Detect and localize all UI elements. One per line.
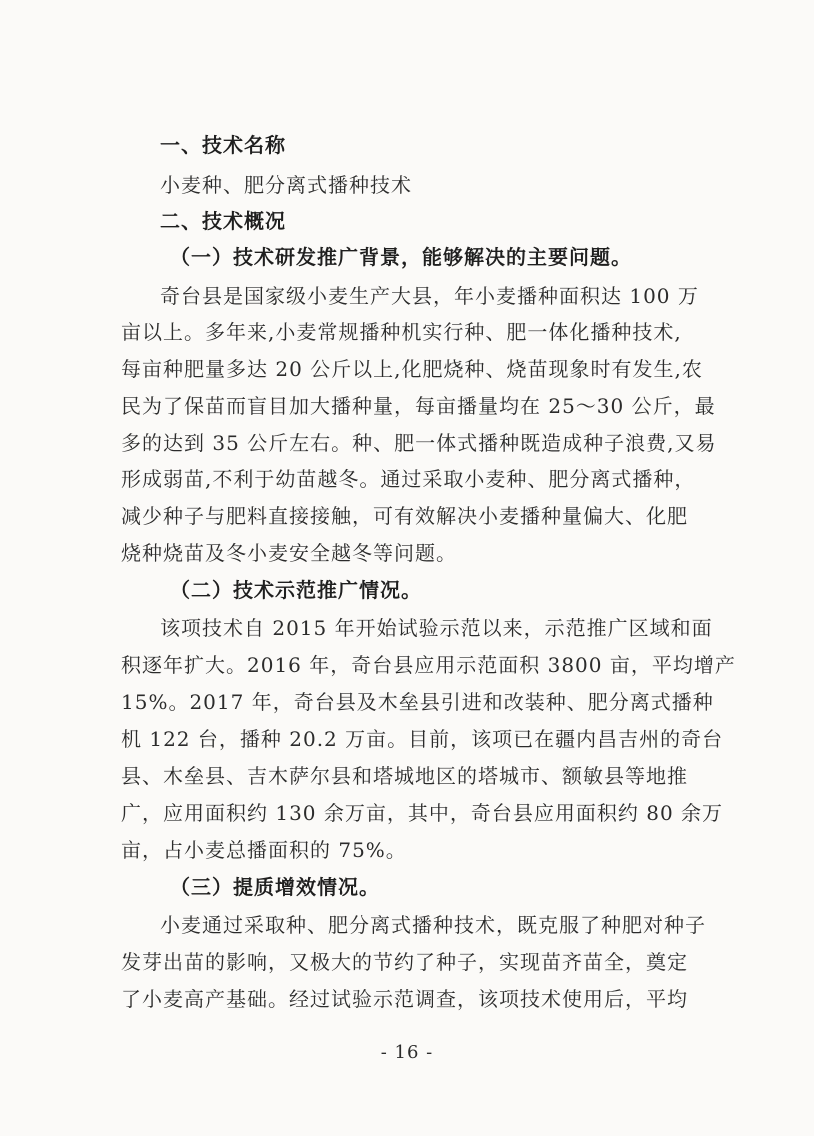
paragraph-2-line-6: 广，应用面积约 130 余万亩，其中，奇台县应用面积约 80 余万	[121, 801, 724, 825]
paragraph-1-line-6: 形成弱苗,不利于幼苗越冬。通过采取小麦种、肥分离式播种，	[121, 467, 696, 491]
page-number: - 16 -	[380, 1042, 434, 1063]
paragraph-1-line-2: 亩以上。多年来,小麦常规播种机实行种、肥一体化播种技术,	[121, 320, 682, 344]
paragraph-1-line-8: 烧种烧苗及冬小麦安全越冬等问题。	[121, 541, 457, 565]
paragraph-2-line-1: 该项技术自 2015 年开始试验示范以来，示范推广区域和面	[160, 616, 713, 640]
paragraph-1-line-3: 每亩种肥量多达 20 公斤以上,化肥烧种、烧苗现象时有发生,农	[121, 357, 703, 381]
paragraph-2-line-4: 机 122 台，播种 20.2 万亩。目前，该项已在疆内昌吉州的奇台	[121, 727, 724, 751]
paragraph-3-line-3: 了小麦高产基础。经过试验示范调查，该项技术使用后，平均	[121, 987, 688, 1011]
paragraph-2-line-2: 积逐年扩大。2016 年，奇台县应用示范面积 3800 亩，平均增产	[121, 653, 736, 677]
paragraph-1-line-4: 民为了保苗而盲目加大播种量，每亩播量均在 25～30 公斤，最	[121, 394, 716, 418]
paragraph-2-line-7: 亩，占小麦总播面积的 75%。	[121, 838, 407, 862]
paragraph-1-line-5: 多的达到 35 公斤左右。种、肥一体式播种既造成种子浪费,又易	[121, 431, 717, 455]
subsection-heading-2: （二）技术示范推广情况。	[170, 578, 422, 602]
paragraph-3-line-1: 小麦通过采取种、肥分离式播种技术，既克服了种肥对种子	[160, 913, 706, 937]
paragraph-1-line-7: 减少种子与肥料直接接触，可有效解决小麦播种量偏大、化肥	[121, 504, 688, 528]
paragraph-3-line-2: 发芽出苗的影响，又极大的节约了种子，实现苗齐苗全，奠定	[121, 950, 688, 974]
paragraph-2-line-5: 县、木垒县、吉木萨尔县和塔城地区的塔城市、额敏县等地推	[121, 764, 688, 788]
section-heading-1: 一、技术名称	[160, 133, 286, 157]
technology-name: 小麦种、肥分离式播种技术	[160, 173, 412, 197]
section-heading-2: 二、技术概况	[160, 209, 286, 233]
subsection-heading-1: （一）技术研发推广背景，能够解决的主要问题。	[170, 245, 632, 269]
paragraph-1-line-1: 奇台县是国家级小麦生产大县，年小麦播种面积达 100 万	[160, 284, 699, 308]
paragraph-2-line-3: 15%。2017 年，奇台县及木垒县引进和改装种、肥分离式播种	[121, 690, 714, 714]
subsection-heading-3: （三）提质增效情况。	[170, 875, 380, 899]
